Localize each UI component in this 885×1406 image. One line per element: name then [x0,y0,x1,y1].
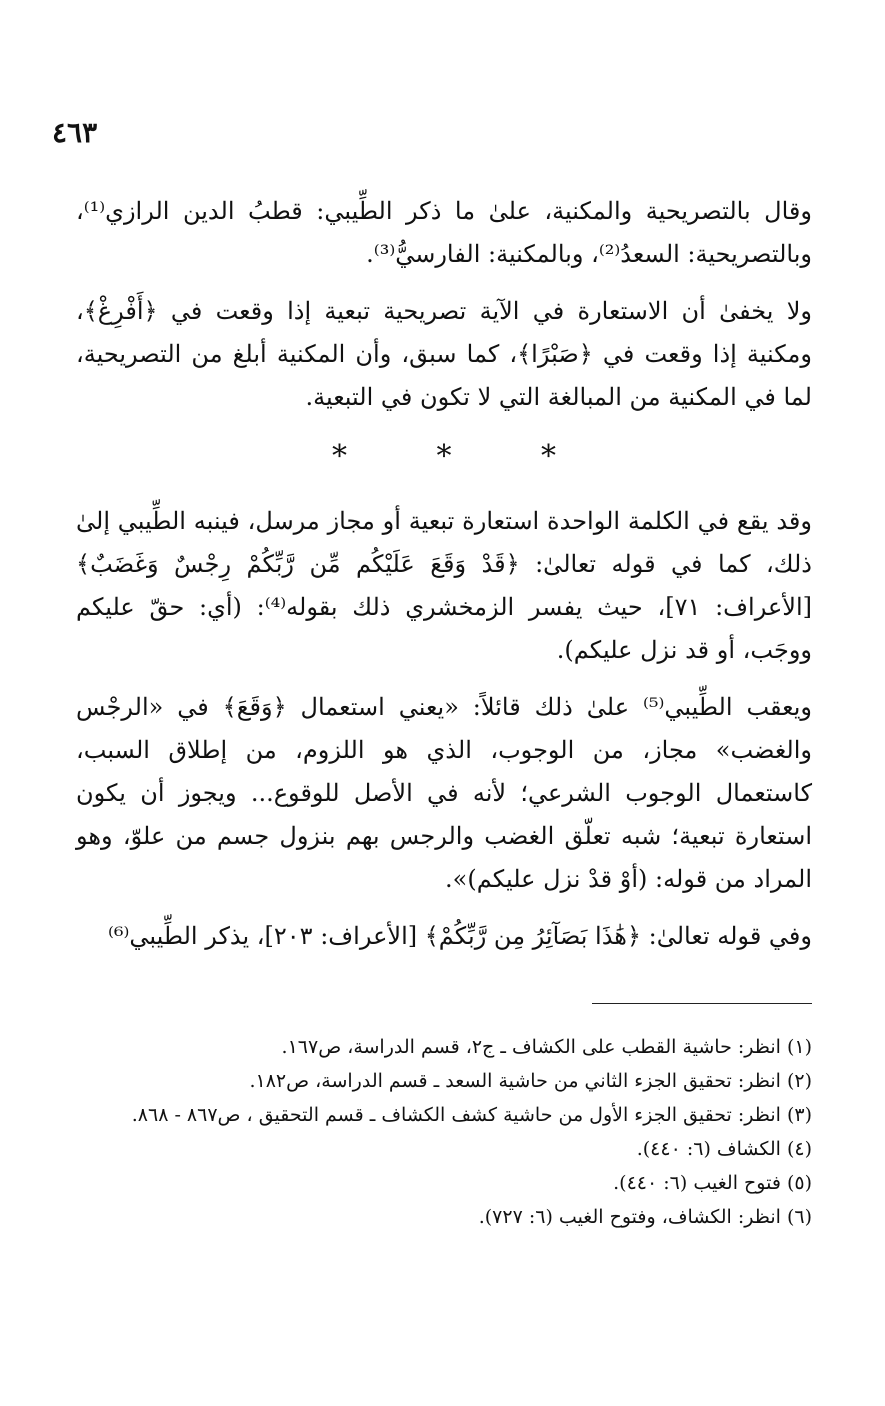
footnote-5: (٥) فتوح الغيب (٦: ٤٤٠). [613,1172,812,1194]
paragraph-5: وفي قوله تعالىٰ: ﴿هَٰذَا بَصَآئِرُ مِن رَّبِّكُمْ﴾ [الأعراف: ٢٠٣]، يذكر الطِّيبي⁽⁶⁾ [107,922,812,950]
paragraph-1: وقال بالتصريحية والمكنية، علىٰ ما ذكر الطِّيبي: قطبُ الدين الرازي⁽¹⁾، وبالتصريحية: السعدُ⁽²⁾، وبالمكنية: الفارسيُّ⁽³⁾. [76,197,812,268]
footnote-4: (٤) الكشاف (٦: ٤٤٠). [636,1138,812,1160]
footnote-divider [592,1003,812,1004]
section-separator: * * * [331,439,597,474]
paragraph-2: ولا يخفىٰ أن الاستعارة في الآية تصريحية تبعية إذا وقعت في ﴿أَفْرِغْ﴾، ومكنية إذا وقعت في ﴿صَبْرًا﴾، كما سبق، وأن المكنية أبلغ من التصريحية، لما في المكنية من المبالغة التي لا تكون في التبعية. [76,297,812,411]
footnote-6: (٦) انظر: الكشاف، وفتوح الغيب (٦: ٧٢٧). [478,1206,812,1228]
main-text [76,190,812,972]
footnote-1: (١) انظر: حاشية القطب على الكشاف ـ ج٢، قسم الدراسة، ص١٦٧. [281,1036,812,1058]
page-number: ٤٦٣ [52,116,98,149]
footnote-2: (٢) انظر: تحقيق الجزء الثاني من حاشية السعد ـ قسم الدراسة، ص١٨٢. [249,1070,812,1092]
paragraph-4: ويعقب الطِّيبي⁽⁵⁾ علىٰ ذلك قائلاً: «يعني استعمال ﴿وَقَعَ﴾ في «الرجْس والغضب» مجاز، من الوجوب، الذي هو اللزوم، من إطلاق السبب، كاستعمال الوجوب الشرعي؛ لأنه في الأصل للوقوع... ويجوز أن يكون استعارة تبعية؛ شبه تعلّق الغضب والرجس بهم بنزول جسم من علوّ، وهو المراد من قوله: (أوْ قدْ نزل عليكم)». [76,693,812,893]
paragraph-3: وقد يقع في الكلمة الواحدة استعارة تبعية أو مجاز مرسل، فينبه الطِّيبي إلىٰ ذلك، كما في قوله تعالىٰ: ﴿قَدْ وَقَعَ عَلَيْكُم مِّن رَّبِّكُمْ رِجْسٌ وَغَضَبٌ﴾ [الأعراف: ٧١]، حيث يفسر الزمخشري ذلك بقوله⁽⁴⁾: (أي: حقّ عليكم ووجَب، أو قد نزل عليكم). [76,507,813,664]
footnotes [76,1030,812,1234]
footnote-3: (٣) انظر: تحقيق الجزء الأول من حاشية كشف الكشاف ـ قسم التحقيق ، ص٨٦٧ - ٨٦٨. [131,1104,812,1126]
